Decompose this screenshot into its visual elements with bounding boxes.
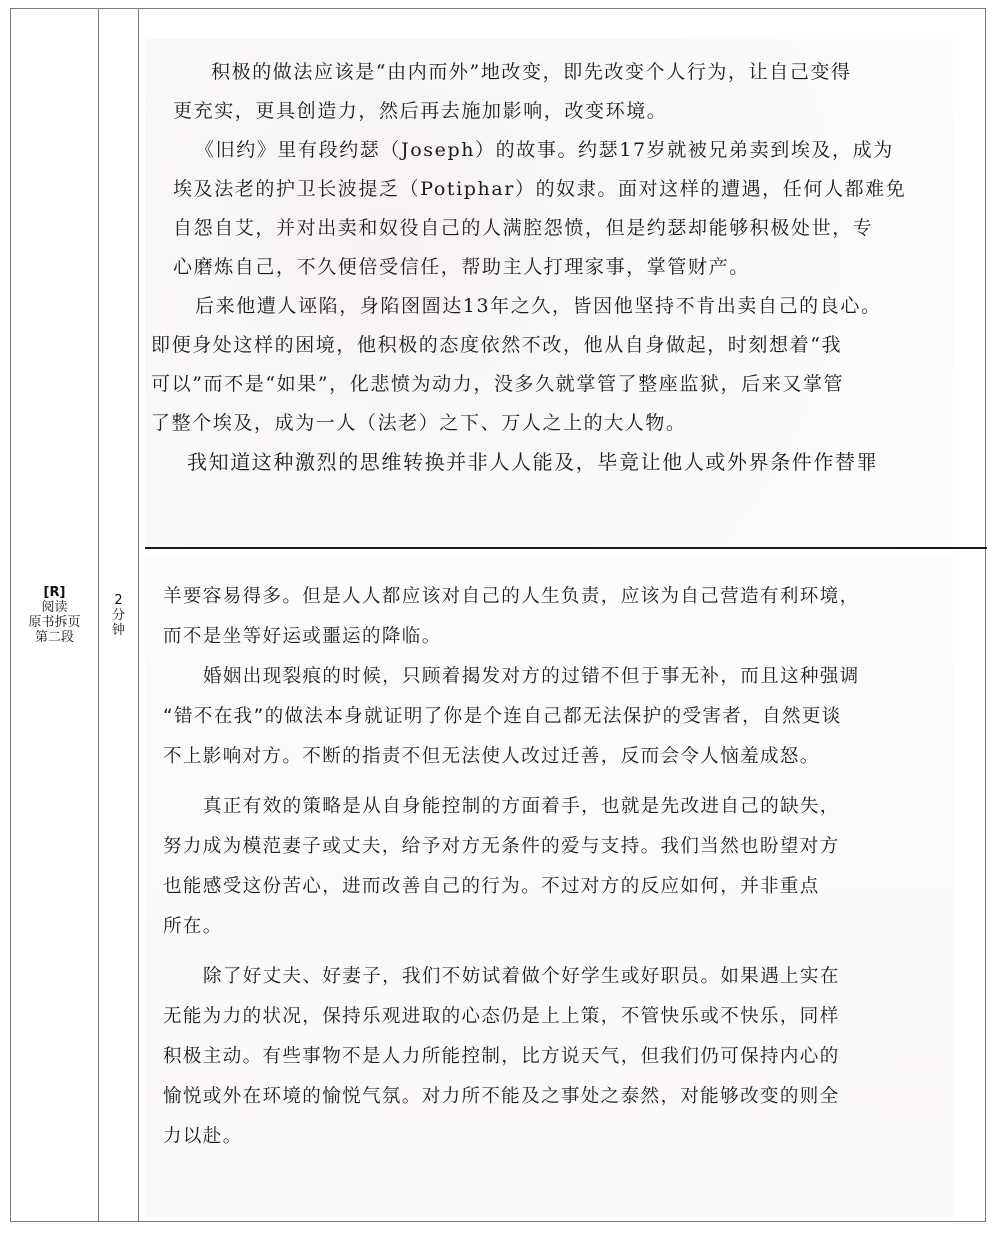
- content-cell: [139, 9, 985, 1221]
- text-line: 无能为力的状况，保持乐观进取的心态仍是上上策，不管快乐或不快乐，同样: [163, 1006, 840, 1027]
- text-line: 所在。: [163, 916, 223, 937]
- page-divider: [145, 547, 987, 549]
- lesson-table: [10, 8, 986, 1222]
- duration-unit: 钟: [111, 622, 125, 638]
- text-line: 力以赴。: [163, 1126, 243, 1147]
- text-line: 也能感受这份苦心，进而改善自己的行为。不过对方的反应如何，并非重点: [163, 876, 820, 897]
- text-line: 即便身处这样的困境，他积极的态度依然不改，他从自身做起，时刻想着“我: [151, 334, 843, 356]
- text-line: 埃及法老的护卫长波提乏（Potiphar）的奴隶。面对这样的遭遇，任何人都难免: [173, 178, 907, 200]
- duration-unit: 分: [111, 607, 125, 623]
- text-line: 积极的做法应该是“由内而外”地改变，即先改变个人行为，让自己变得: [211, 61, 852, 83]
- text-line: 真正有效的策略是从自身能控制的方面着手，也就是先改进自己的缺失，: [203, 796, 840, 817]
- text-line: 了整个埃及，成为一人（法老）之下、万人之上的大人物。: [151, 412, 687, 434]
- text-line: “错不在我”的做法本身就证明了你是个连自己都无法保护的受害者，自然更谈: [163, 706, 842, 727]
- text-line: 愉悦或外在环境的愉悦气氛。对力所不能及之事处之泰然，对能够改变的则全: [163, 1086, 840, 1107]
- text-line: 心磨炼自己，不久便倍受信任，帮助主人打理家事，掌管财产。: [173, 256, 750, 278]
- text-line: 后来他遭人诬陷，身陷囹圄达13年之久，皆因他坚持不肯出卖自己的良心。: [195, 295, 882, 317]
- text-line: 自怨自艾，并对出卖和奴役自己的人满腔怨愤，但是约瑟却能够积极处世，专: [173, 217, 874, 239]
- activity-label-line: 阅读: [41, 600, 68, 615]
- text-line: 更充实，更具创造力，然后再去施加影响，改变环境。: [173, 100, 668, 122]
- activity-label-cell: [11, 9, 99, 1221]
- text-line: 可以”而不是“如果”，化悲愤为动力，没多久就掌管了整座监狱，后来又掌管: [151, 373, 845, 395]
- activity-tag: [R]: [43, 585, 66, 600]
- activity-label-line: 原书拆页: [28, 615, 81, 630]
- duration-cell: [99, 9, 139, 1221]
- text-line: 而不是坐等好运或噩运的降临。: [163, 626, 442, 647]
- text-line: 不上影响对方。不断的指责不但无法使人改过迁善，反而会令人恼羞成怒。: [163, 746, 820, 767]
- text-line: 除了好丈夫、好妻子，我们不妨试着做个好学生或好职员。如果遇上实在: [203, 966, 840, 987]
- duration-number: 2: [114, 592, 123, 608]
- text-line: 我知道这种激烈的思维转换并非人人能及，毕竟让他人或外界条件作替罪: [187, 450, 879, 474]
- scanned-page-bottom: [145, 557, 953, 1217]
- scanned-page-top: [145, 39, 953, 547]
- text-line: 羊要容易得多。但是人人都应该对自己的人生负责，应该为自己营造有利环境，: [163, 586, 860, 607]
- activity-label-line: 第二段: [34, 630, 74, 645]
- text-line: 积极主动。有些事物不是人力所能控制，比方说天气，但我们仍可保持内心的: [163, 1046, 840, 1067]
- text-line: 婚姻出现裂痕的时候，只顾着揭发对方的过错不但于事无补，而且这种强调: [203, 666, 860, 687]
- text-line: 《旧约》里有段约瑟（Joseph）的故事。约瑟17岁就被兄弟卖到埃及，成为: [195, 139, 894, 161]
- text-line: 努力成为模范妻子或丈夫，给予对方无条件的爱与支持。我们当然也盼望对方: [163, 836, 840, 857]
